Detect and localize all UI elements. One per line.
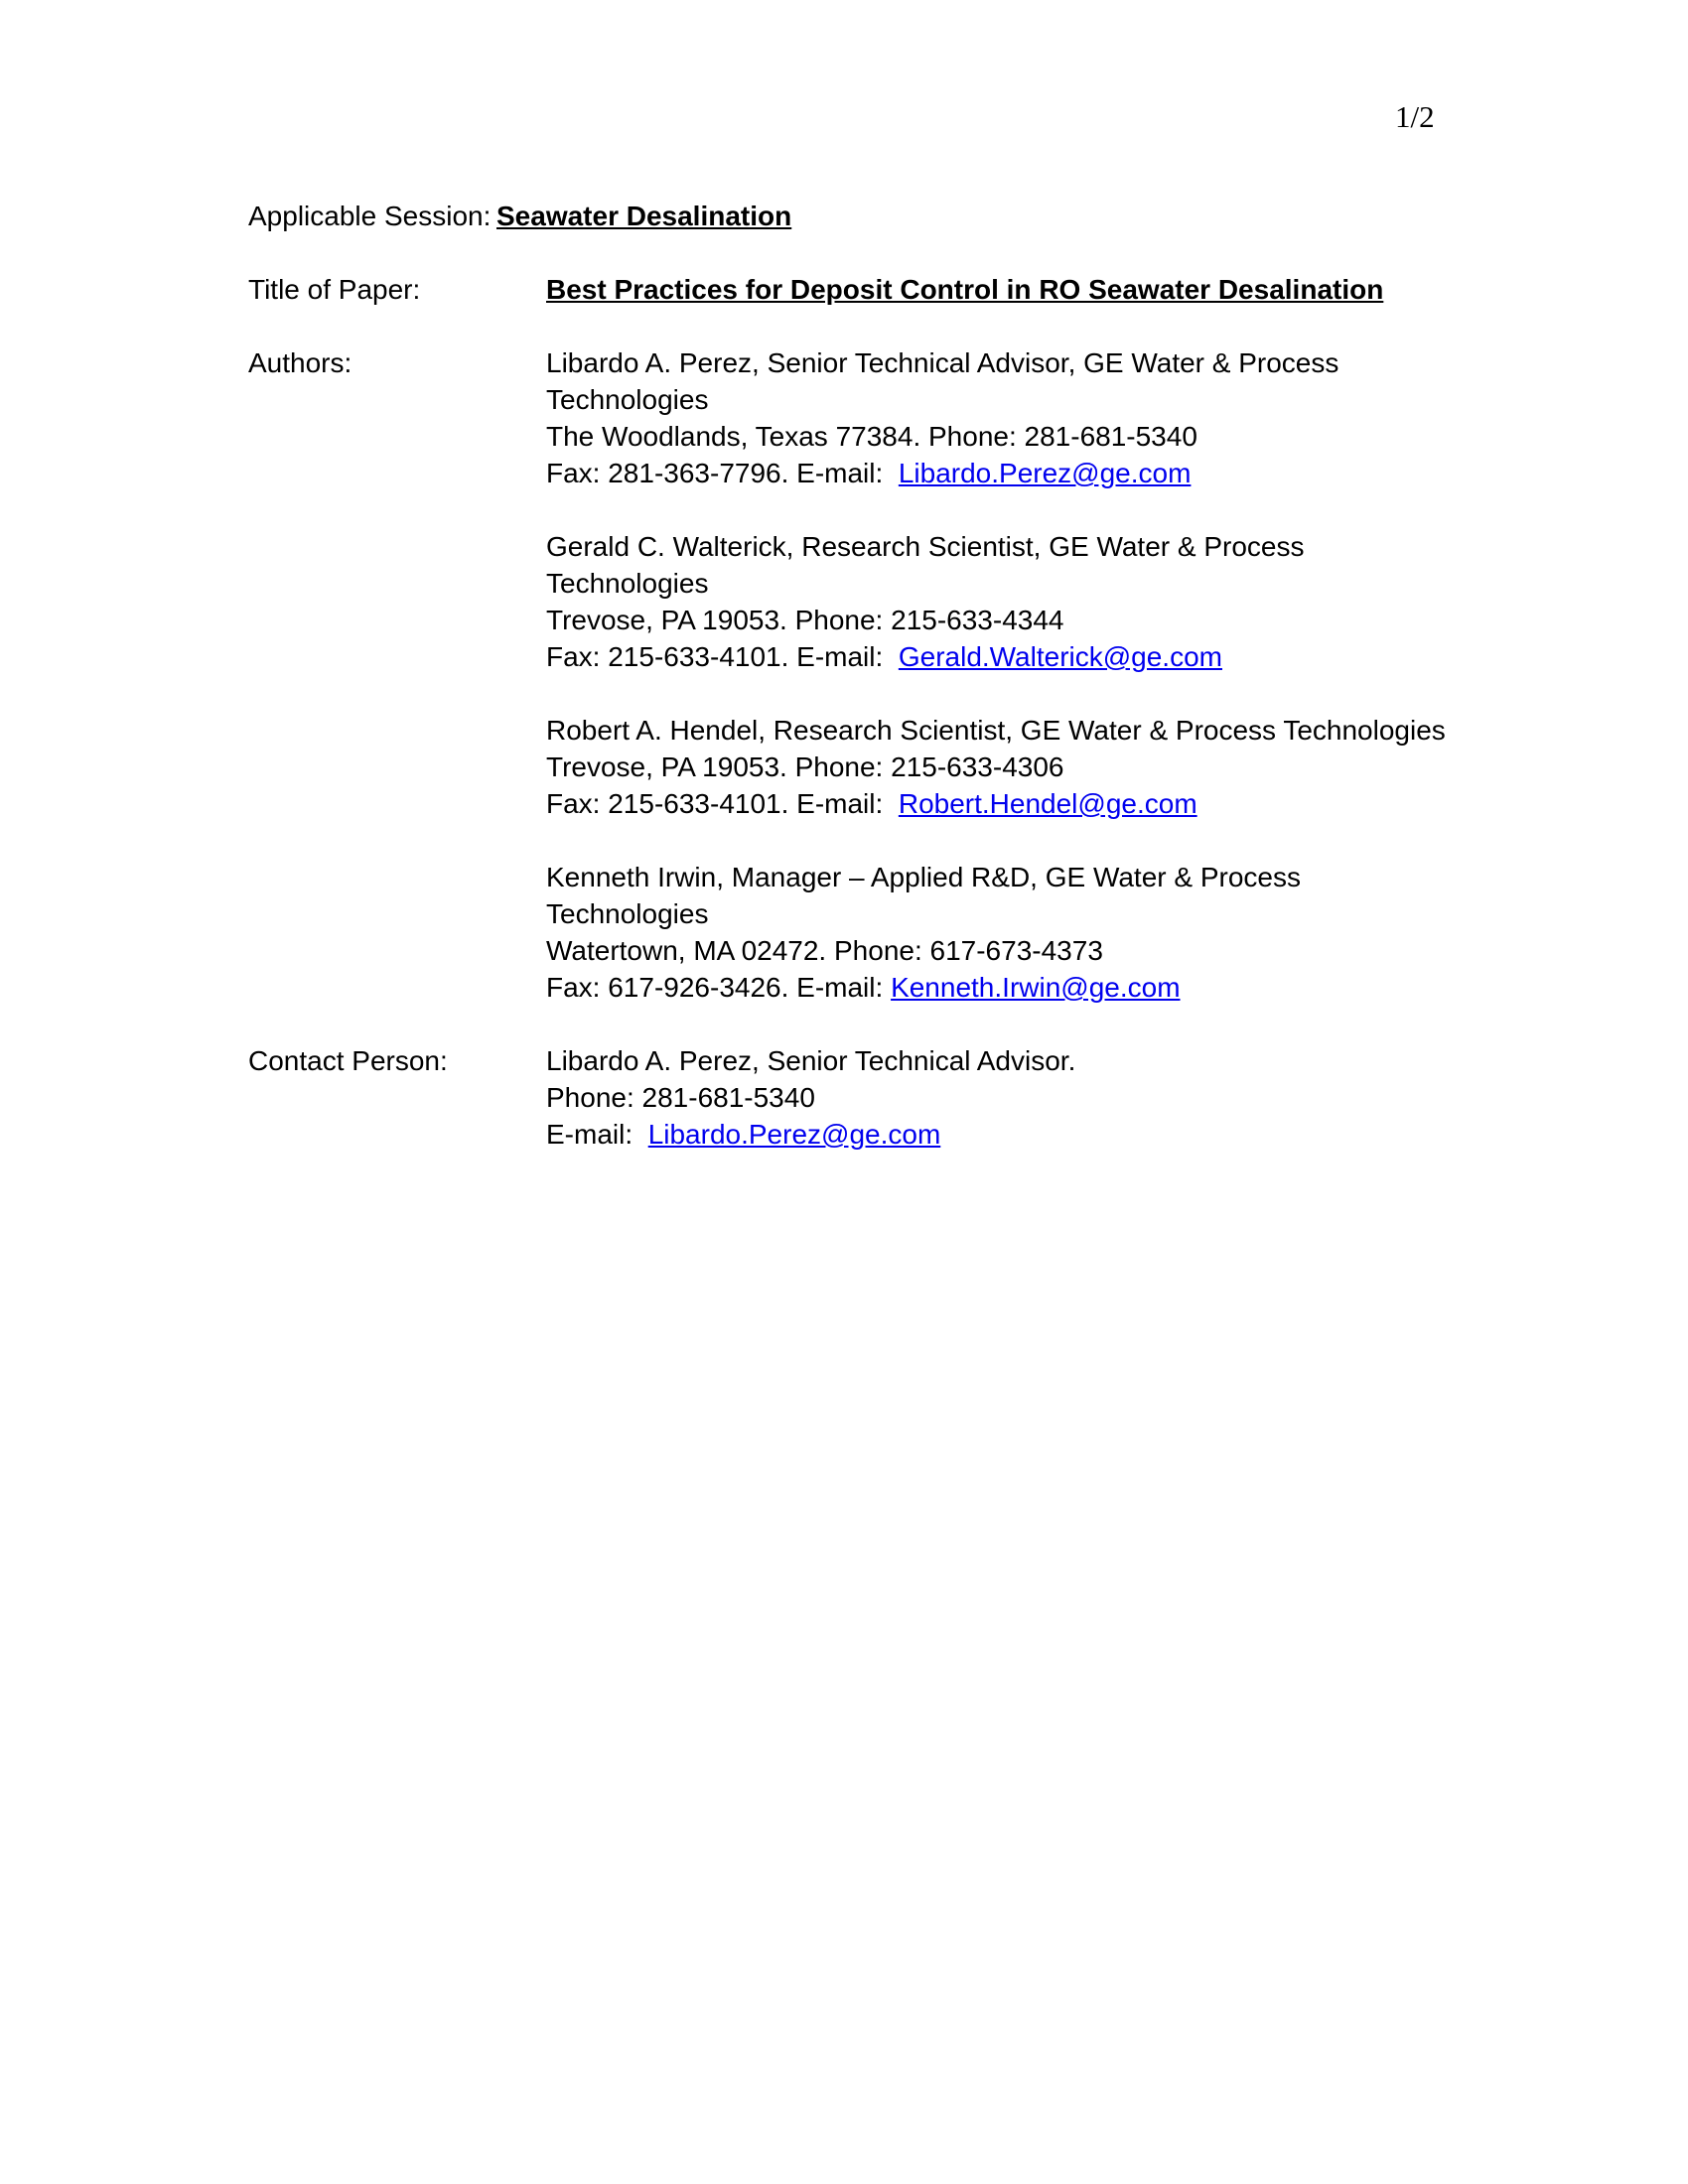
author-4-address: Watertown, MA 02472. Phone: 617-673-4373 — [546, 935, 1103, 966]
author-4-fax: Fax: 617-926-3426. E-mail: — [546, 972, 884, 1003]
contact-email-link[interactable]: Libardo.Perez@ge.com — [647, 1119, 941, 1150]
contact-phone: Phone: 281-681-5340 — [546, 1082, 815, 1113]
authors-label: Authors: — [248, 347, 352, 378]
author-2-fax: Fax: 215-633-4101. E-mail: — [546, 641, 884, 672]
session-label: Applicable Session: — [248, 201, 492, 231]
author-3-line1: Robert A. Hendel, Research Scientist, GE Water & Process Technologies — [546, 715, 1446, 746]
session-value: Seawater Desalination — [496, 201, 792, 231]
contact-label: Contact Person: — [248, 1045, 448, 1076]
author-3-address: Trevose, PA 19053. Phone: 215-633-4306 — [546, 751, 1064, 782]
author-3-email-link[interactable]: Robert.Hendel@ge.com — [898, 788, 1197, 819]
author-4-line1: Kenneth Irwin, Manager – Applied R&D, GE Water & Process — [546, 862, 1301, 892]
author-3-fax-line — [546, 786, 1197, 822]
author-1-fax-line — [546, 456, 1191, 491]
author-1-line1: Libardo A. Perez, Senior Technical Advisor, GE Water & Process — [546, 347, 1339, 378]
author-2-line2: Technologies — [546, 568, 709, 599]
author-2-line1: Gerald C. Walterick, Research Scientist, GE Water & Process — [546, 531, 1305, 562]
author-1-line2: Technologies — [546, 384, 709, 415]
paper-title: Best Practices for Deposit Control in RO Seawater Desalination — [546, 274, 1384, 305]
author-3-fax: Fax: 215-633-4101. E-mail: — [546, 788, 884, 819]
author-1-email-link[interactable]: Libardo.Perez@ge.com — [898, 458, 1192, 488]
author-1-fax: Fax: 281-363-7796. E-mail: — [546, 458, 884, 488]
author-1-address: The Woodlands, Texas 77384. Phone: 281-681-5340 — [546, 421, 1197, 452]
author-4-line2: Technologies — [546, 898, 709, 929]
page-number: 1/2 — [1395, 99, 1435, 134]
title-label: Title of Paper: — [248, 274, 421, 305]
contact-email-line — [546, 1117, 940, 1153]
author-2-fax-line — [546, 639, 1222, 675]
contact-line1: Libardo A. Perez, Senior Technical Advisor. — [546, 1045, 1076, 1076]
author-2-address: Trevose, PA 19053. Phone: 215-633-4344 — [546, 605, 1064, 635]
author-4-fax-line — [546, 970, 1181, 1006]
author-4-email-link[interactable]: Kenneth.Irwin@ge.com — [891, 972, 1181, 1003]
contact-email-prefix: E-mail: — [546, 1119, 633, 1150]
author-2-email-link[interactable]: Gerald.Walterick@ge.com — [898, 641, 1222, 672]
